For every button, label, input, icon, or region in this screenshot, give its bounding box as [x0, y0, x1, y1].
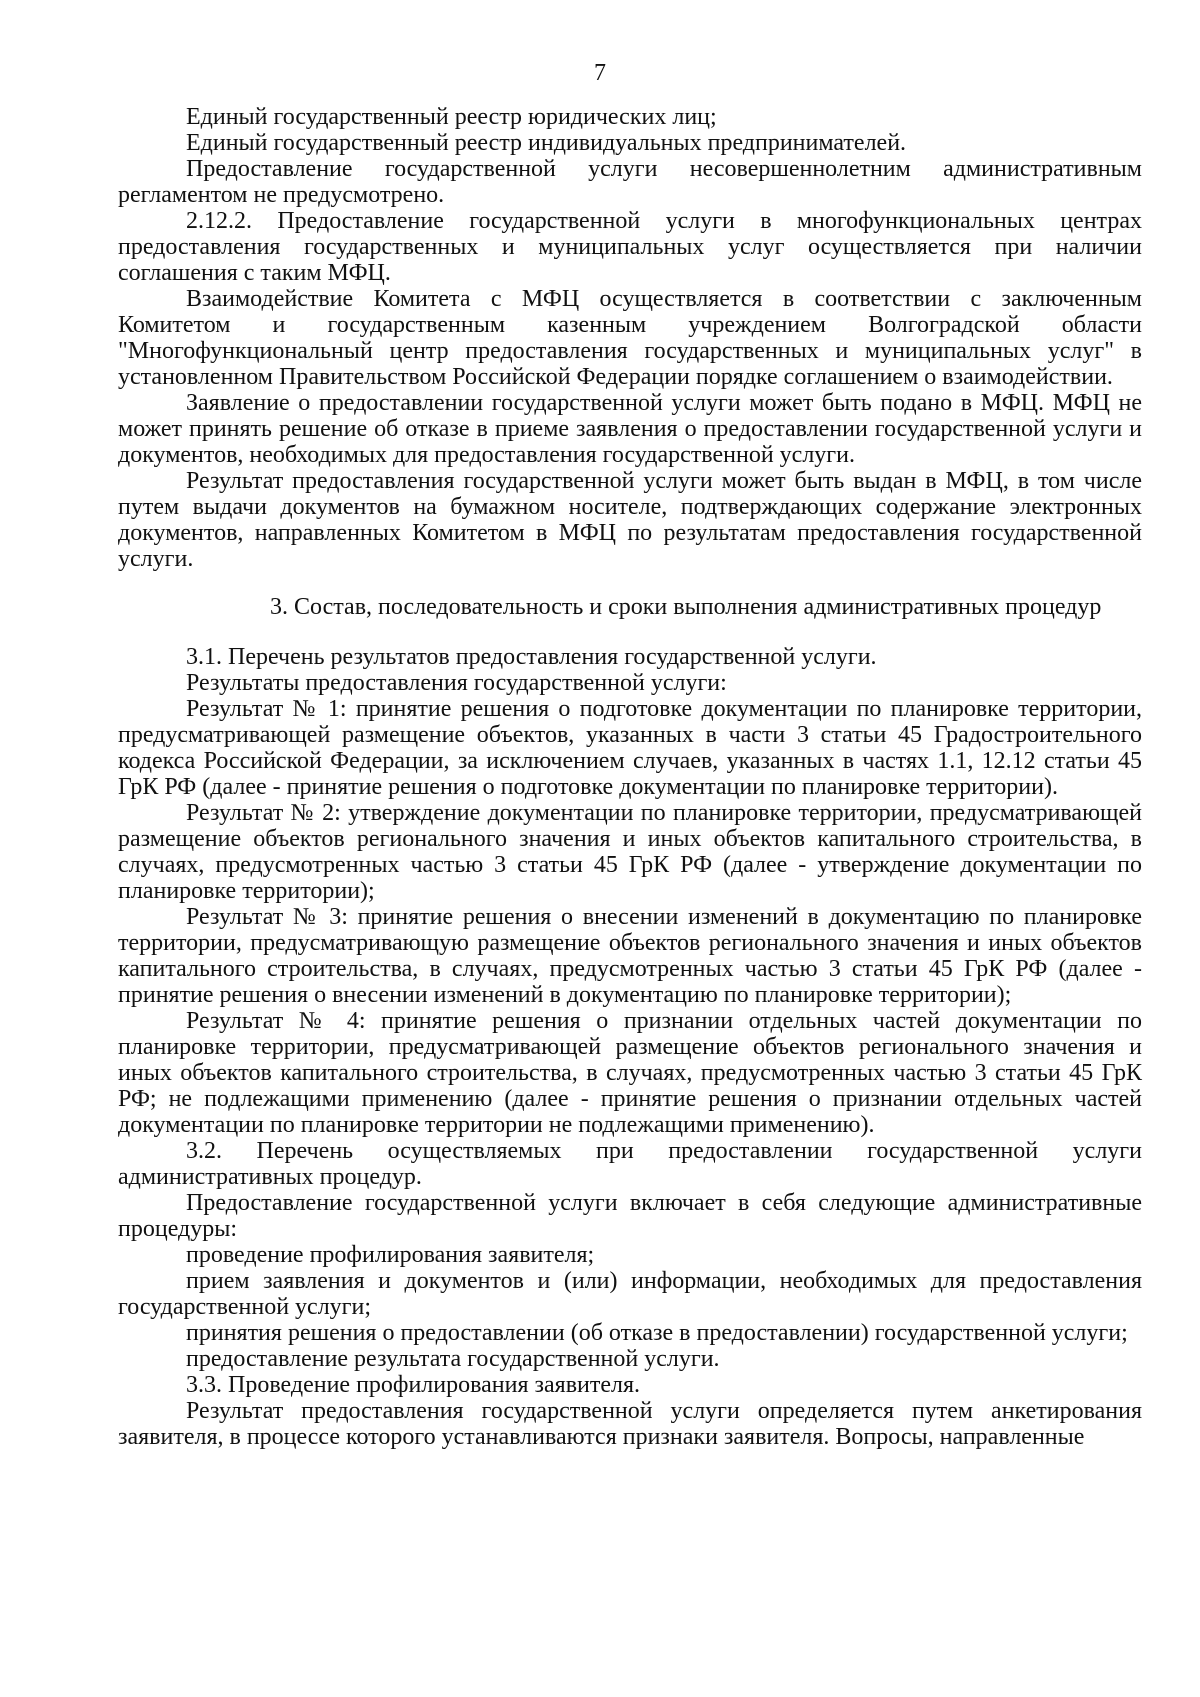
page-number: 7	[594, 60, 606, 86]
paragraph-procedure-profiling: проведение профилирования заявителя;	[186, 1242, 595, 1268]
paragraph-procedures-intro: Предоставление государственной услуги включает в себя следующие административные процедуры:	[118, 1190, 1142, 1242]
paragraph-result-4: Результат № 4: принятие решения о признании отдельных частей документации по планировке территории, предусматривающей размещение объектов регионального значения и иных объектов капитального строительства, в случаях, предусмотренных частью 3 статьи 45 ГрК РФ; не подлежащими применению (далее - принятие решения о признании отдельных частей документации по планировке территории не подлежащими применению).	[118, 1008, 1142, 1138]
paragraph-procedure-intake: прием заявления и документов и (или) информации, необходимых для предоставления государственной услуги;	[118, 1268, 1142, 1320]
paragraph-result-2: Результат № 2: утверждение документации по планировке территории, предусматривающей размещение объектов регионального значения и иных объектов капитального строительства, в случаях, предусмотренных частью 3 статьи 45 ГрК РФ (далее - утверждение документации по планировке территории);	[118, 800, 1142, 904]
paragraph-interaction: Взаимодействие Комитета с МФЦ осуществляется в соответствии с заключенным Комитетом и государственным казенным учреждением Волгоградской области "Многофункциональный центр предоставления государственных и муниципальных услуг" в установленном Правительством Российской Федерации порядке соглашением о взаимодействии.	[118, 286, 1142, 390]
paragraph-procedure-decision: принятия решения о предоставлении (об отказе в предоставлении) государственной услуги;	[186, 1320, 1128, 1346]
paragraph-result-3: Результат № 3: принятие решения о внесении изменений в документацию по планировке территории, предусматривающую размещение объектов регионального значения и иных объектов капитального строительства, в случаях, предусмотренных частью 3 статьи 45 ГрК РФ (далее - принятие решения о внесении изменений в документацию по планировке территории);	[118, 904, 1142, 1008]
paragraph-results-list: Результаты предоставления государственной услуги:	[186, 670, 727, 696]
paragraph-result-1: Результат № 1: принятие решения о подготовке документации по планировке территории, предусматривающей размещение объектов, указанных в части 3 статьи 45 Градостроительного кодекса Российской Федерации, за исключением случаев, указанных в частях 1.1, 12.12 статьи 45 ГрК РФ (далее - принятие решения о подготовке документации по планировке территории).	[118, 696, 1142, 800]
paragraph-3-3: 3.3. Проведение профилирования заявителя.	[186, 1372, 641, 1398]
paragraph-3-1: 3.1. Перечень результатов предоставления государственной услуги.	[186, 644, 877, 670]
paragraph-procedure-result: предоставление результата государственной услуги.	[186, 1346, 720, 1372]
paragraph-egrip: Единый государственный реестр индивидуальных предпринимателей.	[186, 130, 907, 156]
section-heading: 3. Состав, последовательность и сроки выполнения административных процедур	[270, 594, 1102, 620]
paragraph-egrul: Единый государственный реестр юридических лиц;	[186, 104, 717, 130]
paragraph-profiling-result: Результат предоставления государственной услуги определяется путем анкетирования заявителя, в процессе которого устанавливаются признаки заявителя. Вопросы, направленные	[118, 1398, 1142, 1450]
paragraph-2-12-2: 2.12.2. Предоставление государственной услуги в многофункциональных центрах предоставления государственных и муниципальных услуг осуществляется при наличии соглашения с таким МФЦ.	[118, 208, 1142, 286]
paragraph-result-mfc: Результат предоставления государственной услуги может быть выдан в МФЦ, в том числе путем выдачи документов на бумажном носителе, подтверждающих содержание электронных документов, направленных Комитетом в МФЦ по результатам предоставления государственной услуги.	[118, 468, 1142, 572]
paragraph-application-mfc: Заявление о предоставлении государственной услуги может быть подано в МФЦ. МФЦ не может принять решение об отказе в приеме заявления о предоставлении государственной услуги и документов, необходимых для предоставления государственной услуги.	[118, 390, 1142, 468]
paragraph-3-2: 3.2. Перечень осуществляемых при предоставлении государственной услуги административных процедур.	[118, 1138, 1142, 1190]
document-body	[118, 104, 1142, 1450]
paragraph-minors: Предоставление государственной услуги несовершеннолетним административным регламентом не предусмотрено.	[118, 156, 1142, 208]
